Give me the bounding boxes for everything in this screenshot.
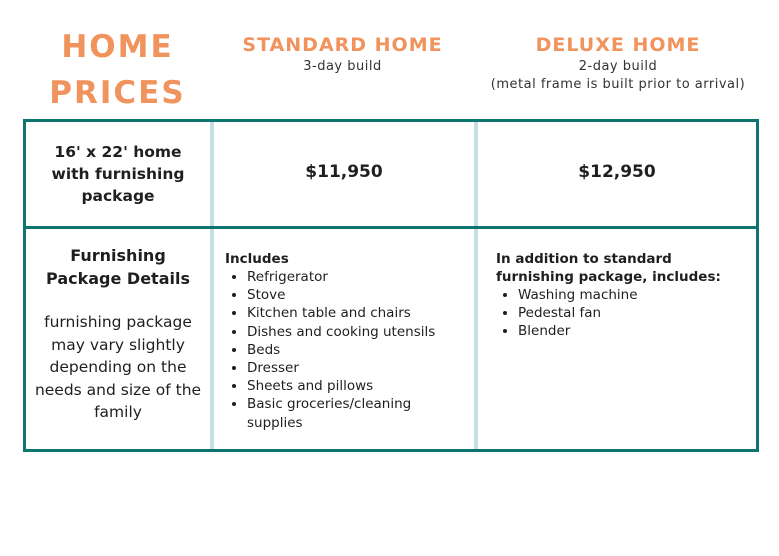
standard-home-header (215, 32, 470, 76)
page-title (40, 24, 195, 116)
title-line-2: PRICES (49, 75, 186, 111)
deluxe-price: $12,950 (578, 162, 656, 182)
title-line-1: HOME (61, 29, 174, 65)
list-item: • Blender (518, 322, 751, 340)
standard-list-intro: Includes (225, 251, 289, 267)
list-item: • Basic groceries/cleaning supplies (247, 395, 470, 431)
price-table (23, 119, 759, 452)
deluxe-items (496, 286, 751, 341)
list-item: • Washing machine (518, 286, 751, 304)
deluxe-furnishing-list (496, 250, 751, 341)
list-item: • Refrigerator (247, 268, 470, 286)
details-heading: Furnishing Package Details (46, 246, 190, 288)
list-item: • Kitchen table and chairs (247, 304, 470, 322)
standard-home-build-time: 3-day build (303, 59, 382, 74)
standard-price: $11,950 (305, 162, 383, 182)
list-item: • Dresser (247, 359, 470, 377)
list-item: • Stove (247, 286, 470, 304)
list-item: • Dishes and cooking utensils (247, 323, 470, 341)
list-item: • Sheets and pillows (247, 377, 470, 395)
list-item: • Pedestal fan (518, 304, 751, 322)
standard-home-title: STANDARD HOME (242, 34, 443, 56)
deluxe-list-intro: In addition to standard furnishing package, includes: (496, 251, 721, 285)
details-note: furnishing package may vary slightly depending on the needs and size of the family (34, 313, 202, 421)
deluxe-home-build-note: (metal frame is built prior to arrival) (490, 77, 746, 92)
standard-furnishing-list (225, 250, 470, 432)
details-row-label (26, 244, 210, 424)
standard-items (225, 268, 470, 432)
deluxe-home-title: DELUXE HOME (535, 34, 701, 56)
row-divider (26, 226, 756, 229)
deluxe-home-build-time: 2-day build (578, 59, 658, 74)
deluxe-home-header (478, 32, 758, 94)
size-row-label: 16' x 22' home with furnishing package (51, 143, 185, 205)
list-item: • Beds (247, 341, 470, 359)
